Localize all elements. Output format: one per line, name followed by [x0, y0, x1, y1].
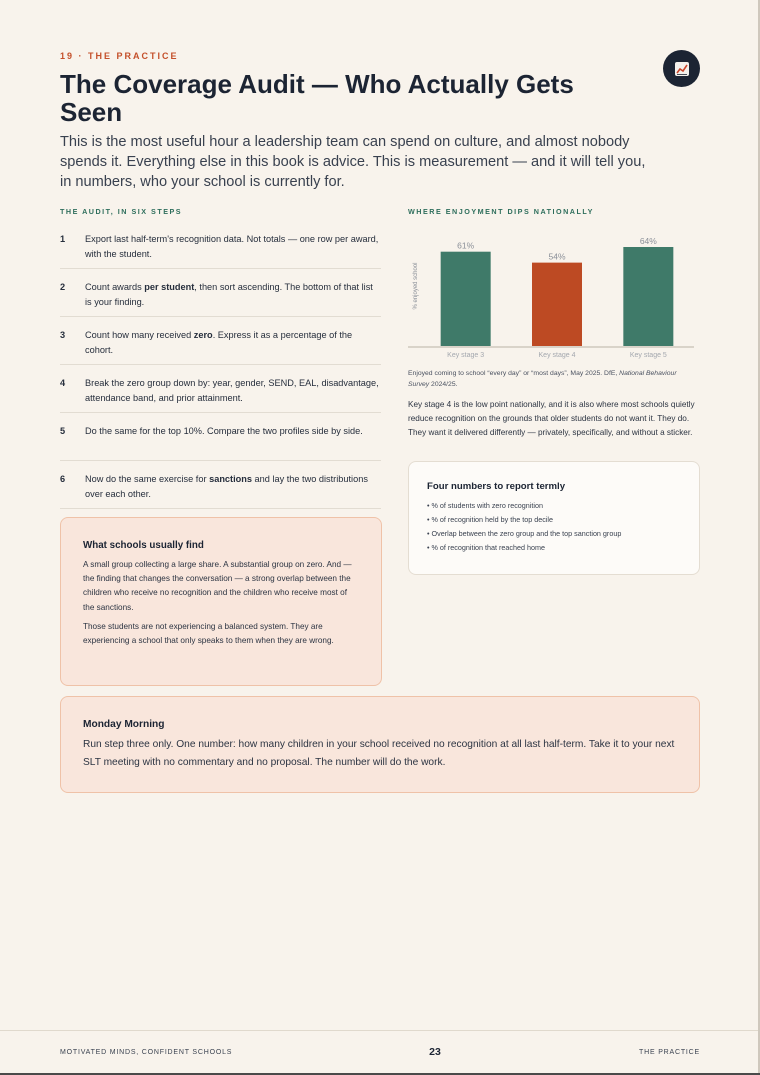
bullet-icon: • — [427, 515, 432, 524]
report-list — [427, 499, 681, 555]
step-text-part: . Express it as a percentage of the cohort. — [85, 330, 353, 355]
findings-title: What schools usually find — [83, 540, 204, 551]
report-list-item — [427, 499, 681, 513]
bar-value-label: 61% — [457, 240, 475, 251]
step-text — [85, 280, 381, 316]
monday-title: Monday Morning — [83, 719, 165, 730]
step-number: 5 — [60, 426, 66, 436]
step-text — [85, 472, 381, 508]
step-text — [85, 232, 381, 268]
caption-source: National Behaviour Survey — [408, 370, 677, 388]
step-number: 2 — [60, 282, 66, 292]
enjoyment-bar-chart — [408, 228, 700, 368]
x-tick-label: Key stage 4 — [538, 352, 576, 359]
key-stage-4-paragraph: Key stage 4 is the low point nationally, and it is also where most schools quietly reduce recognition on the grounds that older students do not want it. They do. They want it delivered differently — privately, specifically, and without a sticker. — [408, 400, 695, 438]
step-text-part: Export last half-term's recognition data. Not totals — one row per award, with the student. — [85, 234, 379, 259]
step-number: 6 — [60, 474, 66, 484]
step-number: 4 — [60, 378, 66, 388]
step-number: 1 — [60, 234, 66, 244]
report-item-text: Overlap between the zero group and the top sanction group — [431, 529, 622, 538]
step-text-part: and lay the two distributions over each other. — [85, 474, 368, 499]
audit-steps-list — [60, 225, 381, 509]
step-text-part: , then sort ascending. The bottom of that list is your finding. — [85, 282, 373, 307]
step-text — [85, 328, 381, 364]
bar-value-label: 54% — [548, 251, 566, 262]
caption-suffix: 2024/25. — [429, 381, 458, 388]
footer-section-title: THE PRACTICE — [639, 1049, 700, 1056]
audit-step — [60, 413, 381, 461]
step-emphasis: zero — [193, 330, 213, 340]
step-text-part: Now do the same exercise for — [85, 474, 210, 484]
x-tick-label: Key stage 3 — [447, 352, 485, 359]
lede-paragraph: This is the most useful hour a leadership team can spend on culture, and almost nobody spends it. Everything else in this book is advice. This is measurement — and it will tell you, in numbers, who your school is currently for. — [60, 134, 646, 190]
footer-book-title: MOTIVATED MINDS, CONFIDENT SCHOOLS — [60, 1049, 233, 1056]
chart-svg — [408, 228, 700, 368]
step-emphasis: per student — [144, 282, 195, 292]
bar-key-stage-4 — [532, 263, 582, 347]
chapter-kicker: 19 · THE PRACTICE — [60, 51, 179, 61]
step-text — [85, 424, 381, 460]
findings-callout — [60, 517, 382, 686]
audit-step — [60, 269, 381, 317]
step-emphasis: sanctions — [209, 474, 252, 484]
x-tick-label: Key stage 5 — [629, 352, 667, 359]
findings-paragraph-1: A small group collecting a large share. A substantial group on zero. And — the finding that changes the conversation — a strong overlap between the children who receive no recognition and the children who receive most of the sanctions. — [83, 560, 352, 612]
page-title: The Coverage Audit — Who Actually Gets Seen — [60, 69, 574, 127]
bar-value-label: 64% — [639, 236, 657, 246]
step-text-part: Do the same for the top 10%. Compare the two profiles side by side. — [85, 426, 363, 436]
step-text-part: Break the zero group down by: year, gender, SEND, EAL, disadvantage, attendance band, and prior attainment. — [85, 378, 379, 403]
audit-step — [60, 461, 381, 509]
audit-step — [60, 317, 381, 365]
report-list-item — [427, 541, 681, 555]
caption-prefix: Enjoyed coming to school “every day” or “most days”, May 2025. DfE, — [408, 370, 620, 377]
bar-key-stage-5 — [623, 247, 673, 347]
enjoyment-section-label: WHERE ENJOYMENT DIPS NATIONALLY — [408, 207, 594, 216]
chart-trend-icon — [663, 50, 700, 87]
y-axis-label: % enjoyed school — [413, 262, 419, 310]
report-callout — [408, 461, 700, 575]
bullet-icon: • — [427, 543, 432, 552]
bullet-icon: • — [427, 529, 432, 538]
bar-key-stage-3 — [441, 252, 491, 347]
step-text-part: Count how many received — [85, 330, 194, 340]
report-title: Four numbers to report termly — [427, 481, 566, 492]
report-item-text: % of students with zero recognition — [431, 501, 543, 510]
page-number: 23 — [429, 1046, 441, 1058]
findings-paragraph-2: Those students are not experiencing a balanced system. They are experiencing a school that only speaks to them when they are wrong. — [83, 621, 334, 646]
monday-text: Run step three only. One number: how many children in your school received no recognition at all last half-term. Take it to your next SLT meeting with no commentary and no proposal. The number will do the work. — [83, 739, 675, 768]
audit-section-label: THE AUDIT, IN SIX STEPS — [60, 207, 183, 216]
report-item-text: % of recognition that reached home — [431, 543, 545, 552]
audit-step — [60, 225, 381, 269]
report-list-item — [427, 513, 681, 527]
audit-step — [60, 365, 381, 413]
chart-caption — [408, 368, 698, 390]
step-text — [85, 376, 381, 412]
monday-morning-callout — [60, 696, 700, 793]
footer-divider — [0, 1030, 758, 1031]
step-text-part: Count awards — [85, 282, 145, 292]
bullet-icon: • — [427, 501, 432, 510]
report-item-text: % of recognition held by the top decile — [431, 515, 553, 524]
report-list-item — [427, 527, 681, 541]
step-number: 3 — [60, 330, 66, 340]
